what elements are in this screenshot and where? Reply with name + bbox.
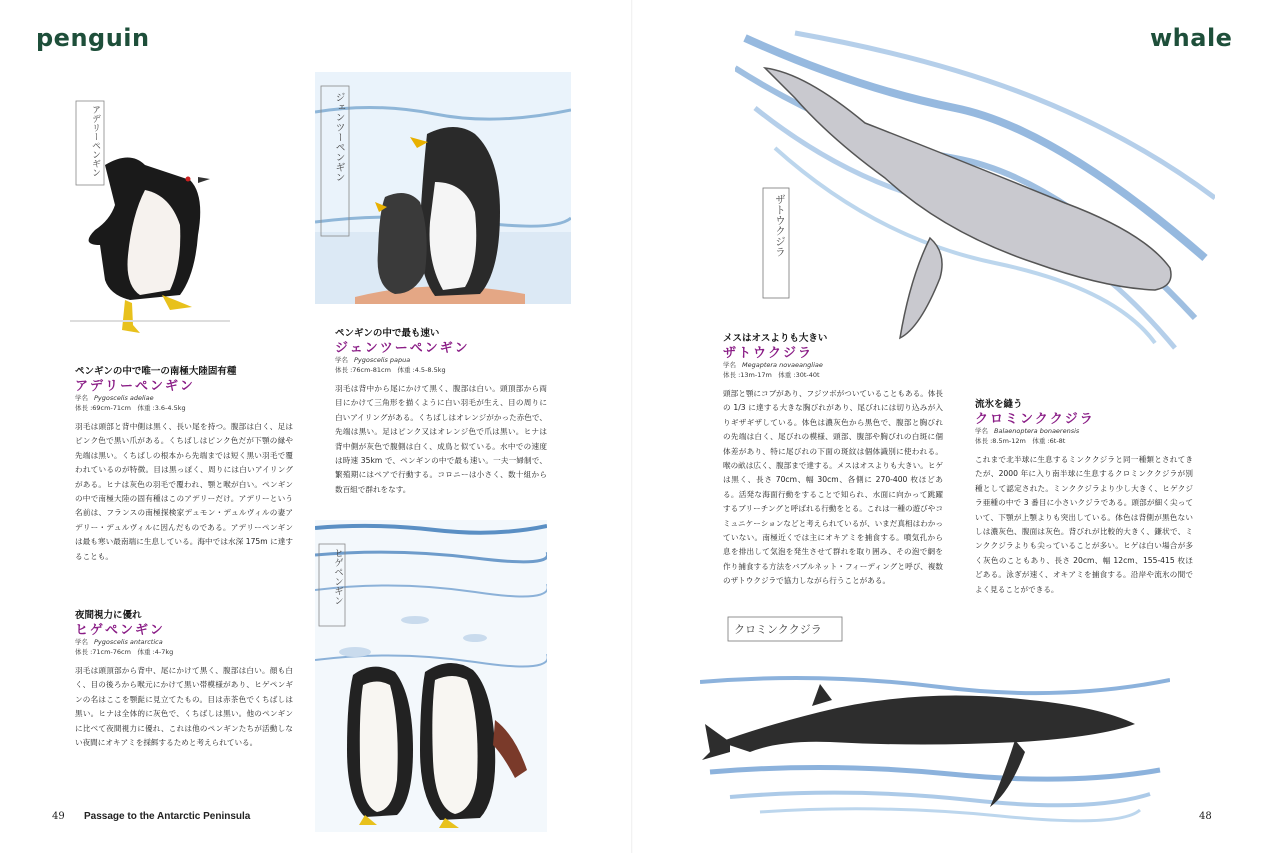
adelie-description: 羽毛は頭部と背中側は黒く、長い尾を持つ。腹部は白く、足はピンク色で黒い爪がある。くちばしはピンク色だが下顎の縁や先端は黒い。くちばしの根本から先端までは短く黒い羽毛で覆われているのが特徴。目は黒っぽく、周りには白いアイリングがある。ヒナは灰色の羽毛で覆われ、顎と喉が白い。ペンギンの中で南極大陸の固有種はこのアデリーだけ。アデリーという名前は、フランスの南極探検家デュモン・デュルヴィルの妻アデリー・デュルヴィルに因んだものである。アデリーペンギンは最も寒い最南端に生息している。海中では水深 175m に達することも。 [75, 422, 293, 561]
adelie-sketch-label: アデリーペンギン [90, 105, 100, 177]
chinstrap-size: 体長 :71cm-76cm 体重 :4-7kg [75, 648, 174, 656]
chinstrap-sketch-label: ヒゲペンギン [332, 548, 343, 605]
gentoo-scientific-name: 学名 Pygoscelis papua [335, 356, 411, 364]
chinstrap-name: ヒゲペンギン [75, 623, 165, 638]
chinstrap-scientific-name: 学名 Pygoscelis antarctica [75, 638, 163, 646]
gentoo-penguin-illustration [315, 72, 571, 304]
running-title: Passage to the Antarctic Peninsula [84, 811, 251, 822]
left-page-number: 49 [52, 811, 65, 822]
adelie-scientific-name: 学名 Pygoscelis adeliae [75, 394, 154, 402]
minke-size: 体長 :8.5m-12m 体重 :6t-8t [975, 437, 1066, 445]
humpback-name: ザトウクジラ [723, 346, 814, 361]
page-gutter [631, 0, 633, 853]
gentoo-name: ジェンツーペンギン [335, 341, 470, 356]
minke-name: クロミンククジラ [975, 412, 1095, 427]
right-page-number: 48 [1199, 811, 1212, 822]
chinstrap-description: 羽毛は頭頂部から背中、尾にかけて黒く、腹部は白い。顔も白く、目の後ろから喉元にかけて黒い帯模様があり、ヒゲペンギンの名はここを顎髭に見立てたもの。目は赤茶色でくちばしは黒い。ヒナは全体的に灰色で、くちばしは黒い。他のペンギンに比べて夜間視力に優れ、これは他のペンギンたちが活動しない夜間にオキアミを採餌するためと考えられている。 [75, 666, 293, 748]
minke-scientific-name: 学名 Balaenoptera bonaerensis [975, 427, 1080, 435]
minke-subtitle: 流氷を縫う [975, 399, 1023, 410]
humpback-size: 体長 :13m-17m 体重 :30t-40t [723, 371, 820, 379]
humpback-whale-illustration [735, 28, 1215, 353]
penguin-section-heading: penguin [36, 24, 150, 52]
gentoo-size: 体長 :76cm-81cm 体重 :4.5-8.5kg [335, 366, 446, 374]
chinstrap-penguin-illustration [315, 520, 547, 832]
minke-sketch-label: クロミンククジラ [734, 623, 822, 636]
minke-whale-illustration [700, 612, 1170, 827]
whale-section-heading: whale [1150, 24, 1233, 52]
gentoo-description: 羽毛は背中から尾にかけて黒く、腹部は白い。頭頂部から両目にかけて三角形を描くように白い羽毛が生え、目の周りに白いアイリングがある。くちばしはオレンジがかった赤色で、先端は黒い。足はピンク又はオレンジ色で爪は黒い。ヒナは背中側が灰色で腹側は白く、成鳥と似ている。水中での速度は時速 35km で、ペンギンの中で最も速い。一夫一婦制で、繁殖期にはペアで行動する。コロニーは小さく、数十組から数百組で群れをなす。 [335, 384, 547, 494]
minke-description: これまで北半球に生息するミンククジラと同一種類とされてきたが、2000 年に入り南半球に生息するクロミンククジラが別種として認定された。ミンククジラより少し大きく、ヒゲクジラ亜種の中で 3 番目に小さいクジラである。頭部が細く尖っていて、下顎が上顎よりも突出している。体色は背側が黒色ないしは濃灰色、腹面は灰色。背びれが比較的大きく、鎌状で、ミンククジラよりも尖っていることが多い。ヒゲは白い場合が多く灰色のこともあり、長さ 20cm、幅 12cm、155-415 枚ほどある。泳ぎが速く、オキアミを捕食する。沿岸や流氷の間でよく見ることができる。 [975, 455, 1193, 594]
adelie-name: アデリーペンギン [75, 379, 195, 394]
humpback-scientific-name: 学名 Megaptera novaeangliae [723, 361, 823, 369]
gentoo-sketch-label: ジェンツーペンギン [333, 92, 344, 182]
gentoo-subtitle: ペンギンの中で最も速い [335, 328, 440, 339]
adelie-penguin-illustration [70, 95, 230, 340]
humpback-sketch-label: ザトウクジラ [774, 194, 786, 257]
humpback-description: 頭部と顎にコブがあり、フジツボがついていることもある。体長の 1/3 に達する大きな胸びれがあり、尾びれには切り込みが入りギザギザしている。体色は濃灰色から黒色で、腹部と胸びれの先端は白く、尾びれの模様、頭部、腹部や胸びれの白斑に個体差があり、特に尾びれの下面の斑紋は個体識別に使われる。喉の畝は広く、腹部まで達する。メスはオスよりも大きい。ヒゲは黒く、長さ 70cm、幅 30cm、各側に 270-400 枚ほどある。活発な海面行動をすることで知られ、水面に向かって跳躍するブリーチングと呼ばれる行動をとる。これは一種の遊びやコミュニケーションなどと考えられているが、いまだ真相はわかっていない。南極近くでは主にオキアミを捕食する。噴気孔から息を排出して気泡を発生させて群れを取り囲み、その泡で網を作り捕食する方法をバブルネット・フィーディングと呼び、複数のザトウクジラで協力しながら行うことがある。 [723, 389, 943, 586]
adelie-size: 体長 :69cm-71cm 体重 :3.6-4.5kg [75, 404, 186, 412]
humpback-subtitle: メスはオスよりも大きい [723, 333, 828, 344]
adelie-subtitle: ペンギンの中で唯一の南極大陸固有種 [75, 366, 237, 377]
chinstrap-subtitle: 夜間視力に優れ [75, 610, 142, 621]
